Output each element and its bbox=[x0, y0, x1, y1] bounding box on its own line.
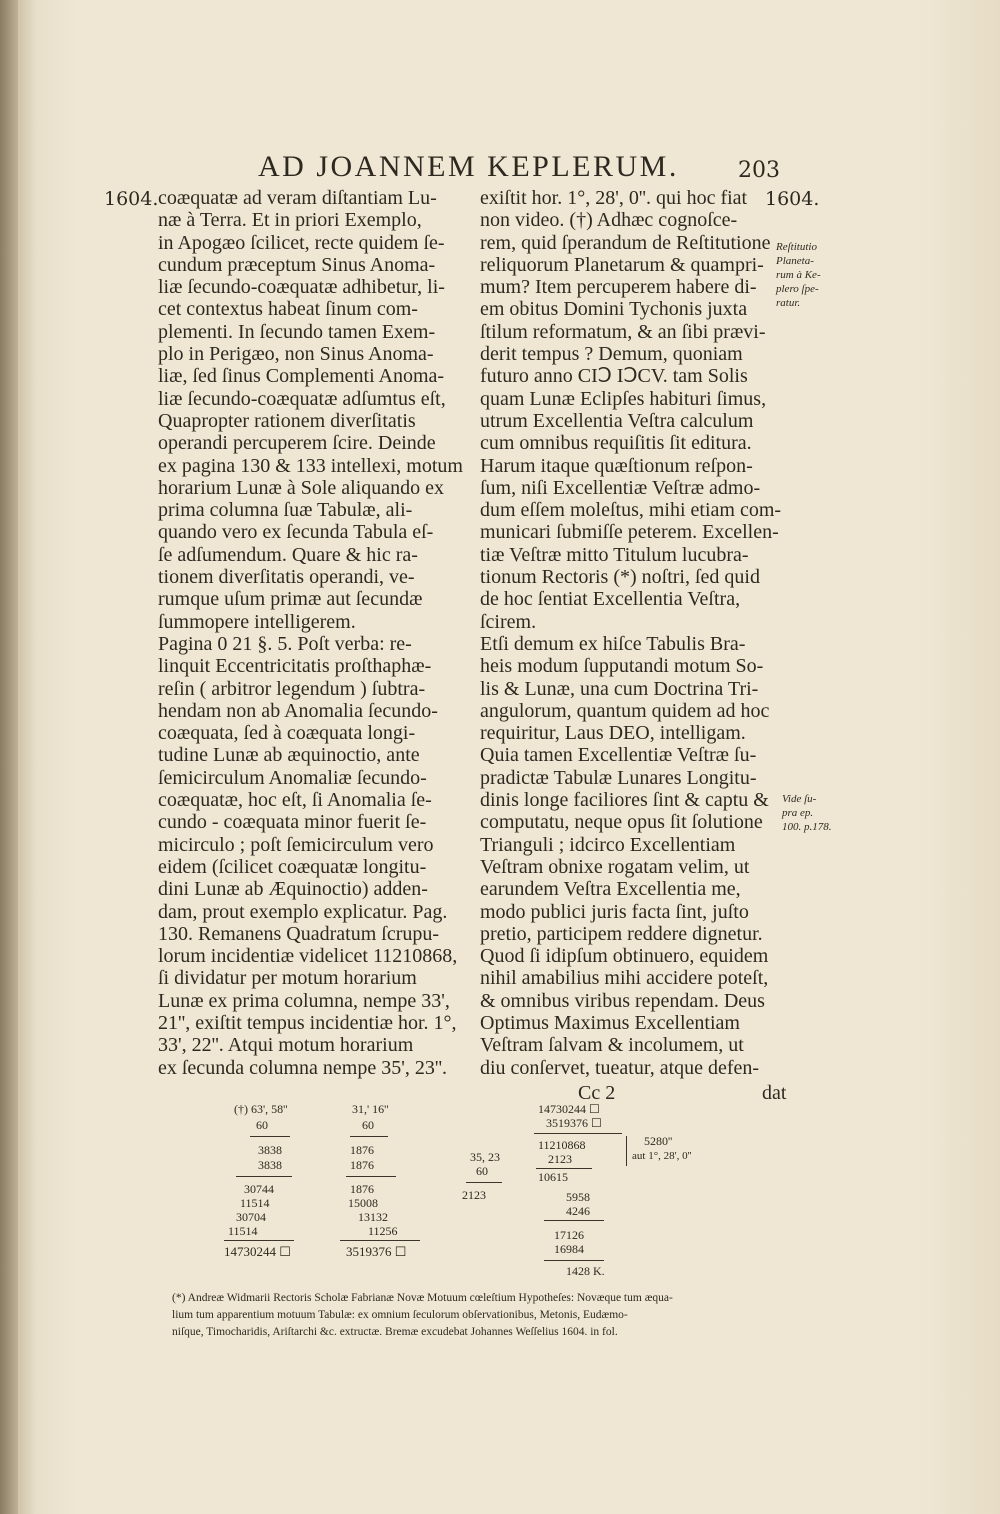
right-column bbox=[480, 187, 780, 1079]
calc4-bracket bbox=[626, 1136, 627, 1166]
text-line: liæ ſecundo-coæquatæ adſumtus eſt, bbox=[158, 387, 446, 410]
calc4-result: 1428 K. bbox=[566, 1264, 605, 1278]
text-line: ſcirem. bbox=[480, 610, 537, 633]
calc3-divisor: 60 bbox=[476, 1164, 488, 1178]
text-line: operandi percuperem ſcire. Deinde bbox=[158, 432, 436, 455]
margin-note-line: Vide ſu- bbox=[782, 793, 817, 805]
text-line: exiſtit hor. 1°, 28', 0''. qui hoc fiat bbox=[480, 187, 748, 209]
text-line: Veſtram obnixe rogatam velim, ut bbox=[480, 855, 750, 878]
calc4-rule bbox=[544, 1220, 604, 1221]
calc2-divisor: 60 bbox=[362, 1118, 374, 1132]
margin-note-restitutio bbox=[776, 240, 821, 310]
signature-mark: Cc 2 bbox=[578, 1082, 616, 1104]
catchword: dat bbox=[762, 1082, 787, 1104]
text-line: quando vero ex ſecunda Tabula eſ- bbox=[158, 521, 434, 544]
text-line: Quod ſi idipſum obtinuero, equidem bbox=[480, 945, 769, 968]
text-line: tionem diverſitatis operandi, ve- bbox=[158, 566, 415, 589]
calc1-row: 11514 bbox=[240, 1196, 270, 1210]
text-line: diu conſervet, tueatur, atque defen- bbox=[480, 1056, 760, 1079]
text-line: ſtilum reformatum, & an ſibi prævi- bbox=[480, 320, 766, 343]
calc4-bracket-bottom: aut 1°, 28', 0'' bbox=[632, 1150, 692, 1162]
text-line: Trianguli ; idcirco Excellentiam bbox=[480, 833, 736, 856]
text-line: tionum Rectoris (*) noſtri, ſed quid bbox=[480, 566, 760, 589]
calc2-row: 1876 bbox=[350, 1182, 374, 1196]
calc2-row: 1876 bbox=[350, 1158, 374, 1172]
footnote-line: niſque, Timocharidis, Ariſtarchi &c. extructæ. Bremæ excudebat Johannes Weſſelius 1604. in fol. bbox=[172, 1326, 618, 1338]
calc1-rule bbox=[250, 1136, 290, 1137]
year-right: 1604. bbox=[765, 188, 820, 210]
text-line: Quia tamen Excellentiæ Veſtræ ſu- bbox=[480, 744, 757, 767]
text-line: eidem (ſcilicet coæquatæ longitu- bbox=[158, 855, 427, 878]
text-line: cum omnibus requiſitis ſit editura. bbox=[480, 432, 752, 455]
calc2-result: 3519376 ☐ bbox=[346, 1244, 407, 1259]
text-line: tiæ Veſtræ mitto Titulum lucubra- bbox=[480, 543, 749, 566]
margin-note-line: Planeta- bbox=[776, 255, 814, 267]
text-line: prima columna ſuæ Tabulæ, ali- bbox=[158, 499, 413, 522]
calc2-head: 31,' 16'' bbox=[352, 1102, 389, 1116]
text-line: næ à Terra. Et in priori Exemplo, bbox=[158, 209, 422, 232]
text-line: earundem Veſtra Excellentia me, bbox=[480, 878, 741, 901]
margin-note-line: Reſtitutio bbox=[776, 241, 817, 253]
calc4-row: 11210868 bbox=[538, 1138, 586, 1152]
text-line: 130. Remanens Quadratum ſcrupu- bbox=[158, 922, 440, 945]
running-header: AD JOANNEM KEPLERUM. bbox=[258, 150, 679, 183]
text-line: coæquata, ſed à coæquata longi- bbox=[158, 722, 416, 745]
text-line: municari ſubmiſſe peterem. Excellen- bbox=[480, 521, 779, 544]
calc4-bracket-top: 5280'' bbox=[644, 1134, 673, 1148]
text-line: & omnibus viribus rependam. Deus bbox=[480, 989, 765, 1012]
text-line: mum? Item percuperem habere di- bbox=[480, 276, 757, 299]
text-line: de hoc ſentiat Excellentia Veſtra, bbox=[480, 588, 741, 611]
text-line: futuro anno CIↃ IↃCV. tam Solis bbox=[480, 365, 748, 388]
text-line: lorum incidentiæ videlicet 11210868, bbox=[158, 945, 458, 968]
text-line: ex ſecunda columna nempe 35', 23''. bbox=[158, 1056, 448, 1079]
text-line: dini Lunæ ab Æquinoctio) adden- bbox=[158, 878, 428, 901]
text-line: liæ, ſed ſinus Complementi Anoma- bbox=[158, 365, 445, 388]
calc4-row: 14730244 ☐ bbox=[538, 1102, 600, 1116]
text-line: plementi. In ſecundo tamen Exem- bbox=[158, 320, 436, 343]
calc4-rule bbox=[536, 1168, 592, 1169]
calc1-result: 14730244 ☐ bbox=[224, 1244, 291, 1259]
text-line: heis modum ſupputandi motum So- bbox=[480, 655, 764, 678]
text-line: pretio, participem reddere dignetur. bbox=[480, 922, 763, 945]
calc4-row: 3519376 ☐ bbox=[546, 1116, 602, 1130]
calc1-row: 30704 bbox=[236, 1210, 266, 1224]
text-line: cundum præceptum Sinus Anoma- bbox=[158, 253, 436, 276]
calc4-rule bbox=[544, 1260, 604, 1261]
year-left: 1604. bbox=[104, 188, 159, 210]
text-line: utrum Excellentia Veſtra calculum bbox=[480, 409, 754, 432]
margin-note-vide bbox=[782, 792, 832, 834]
text-line: ſi dividatur per motum horarium bbox=[158, 967, 417, 990]
text-line: dam, prout exemplo explicatur. Pag. bbox=[158, 900, 448, 923]
calc1-rule bbox=[224, 1240, 294, 1241]
text-line: ſe adſumendum. Quare & hic ra- bbox=[158, 543, 418, 566]
calc1-head: (†) 63', 58'' bbox=[234, 1102, 288, 1116]
margin-note-line: ratur. bbox=[776, 297, 801, 309]
footnote-line: lium tum apparentium motuum Tabulæ: ex omnium ſeculorum obſervationibus, Metonis, Eudæmo- bbox=[172, 1309, 628, 1321]
text-line: linquit Eccentricitatis proſthaphæ- bbox=[158, 655, 432, 678]
calc2-rule bbox=[340, 1240, 420, 1241]
text-line: hendam non ab Anomalia ſecundo- bbox=[158, 699, 438, 722]
calc4-row: 4246 bbox=[566, 1204, 590, 1218]
calc1-divisor: 60 bbox=[256, 1118, 268, 1132]
book-gutter bbox=[0, 0, 18, 1514]
page-number: 203 bbox=[738, 158, 780, 183]
text-line: requiritur, Laus DEO, intelligam. bbox=[480, 722, 746, 745]
text-line: tudine Lunæ ab æquinoctio, ante bbox=[158, 744, 420, 767]
text-line: Veſtram ſalvam & incolumem, ut bbox=[480, 1034, 744, 1057]
text-line: nihil amabilius mihi accidere poteſt, bbox=[480, 967, 769, 990]
text-line: horarium Lunæ à Sole aliquando ex bbox=[158, 476, 445, 499]
text-line: Etſi demum ex hiſce Tabulis Bra- bbox=[480, 632, 746, 655]
text-line: ex pagina 130 & 133 intellexi, motum bbox=[158, 454, 463, 477]
text-line: Optimus Maximus Excellentiam bbox=[480, 1011, 740, 1034]
calc1-row: 30744 bbox=[244, 1182, 274, 1196]
calc2-rule bbox=[346, 1176, 396, 1177]
text-line: angulorum, quantum quidem ad hoc bbox=[480, 699, 770, 722]
text-line: dinis longe faciliores ſint & captu & bbox=[480, 789, 769, 812]
calc2-row: 13132 bbox=[358, 1210, 388, 1224]
calc2-row: 1876 bbox=[350, 1143, 374, 1157]
text-line: Quapropter rationem diverſitatis bbox=[158, 409, 416, 432]
text-line: Lunæ ex prima columna, nempe 33', bbox=[158, 989, 450, 1012]
text-line: ſummopere intelligerem. bbox=[158, 610, 356, 633]
text-line: lis & Lunæ, una cum Doctrina Tri- bbox=[480, 677, 759, 700]
text-line: micirculo ; poſt ſemicirculum vero bbox=[158, 833, 434, 856]
text-line: reliquorum Planetarum & quampri- bbox=[480, 253, 764, 276]
calc3-value: 2123 bbox=[462, 1188, 486, 1202]
calc3-head: 35, 23 bbox=[470, 1150, 500, 1164]
text-line: in Apogæo ſcilicet, recte quidem ſe- bbox=[158, 231, 445, 254]
text-line: ſum, niſi Excellentiæ Veſtræ admo- bbox=[480, 476, 761, 499]
footnote bbox=[172, 1290, 812, 1341]
text-line: cundo - coæquata minor fuerit ſe- bbox=[158, 811, 427, 834]
calc2-rule bbox=[350, 1136, 388, 1137]
text-line: ſemicirculum Anomaliæ ſecundo- bbox=[158, 766, 427, 789]
text-line: coæquatæ ad veram diſtantiam Lu- bbox=[158, 187, 437, 209]
text-line: computatu, neque opus ſit ſolutione bbox=[480, 811, 763, 834]
text-line: non video. (†) Adhæc cognoſce- bbox=[480, 209, 738, 232]
calc4-row: 5958 bbox=[566, 1190, 590, 1204]
text-line: cet contextus habeat ſinum com- bbox=[158, 298, 418, 321]
text-line: em obitus Domini Tychonis juxta bbox=[480, 298, 748, 321]
text-line: Pagina 0 21 §. 5. Poſt verba: re- bbox=[158, 632, 412, 655]
calc4-row: 10615 bbox=[538, 1170, 568, 1184]
text-line: Harum itaque quæſtionum reſpon- bbox=[480, 454, 753, 477]
calc1-row: 3838 bbox=[258, 1158, 282, 1172]
text-line: coæquatæ, hoc eſt, ſi Anomalia ſe- bbox=[158, 789, 432, 812]
text-line: 33', 22''. Atqui motum horarium bbox=[158, 1034, 414, 1057]
calc3-rule bbox=[466, 1182, 502, 1183]
margin-note-line: 100. p.178. bbox=[782, 821, 832, 833]
text-line: reſin ( arbitror legendum ) ſubtra- bbox=[158, 677, 426, 700]
text-line: rumque uſum primæ aut ſecundæ bbox=[158, 588, 423, 611]
calc4-row: 16984 bbox=[554, 1242, 584, 1256]
margin-note-line: pra ep. bbox=[782, 807, 814, 819]
text-line: derit tempus ? Demum, quoniam bbox=[480, 343, 743, 366]
margin-note-line: plero ſpe- bbox=[776, 283, 819, 295]
margin-note-line: rum à Ke- bbox=[776, 269, 821, 281]
calc4-row: 17126 bbox=[554, 1228, 584, 1242]
text-line: rem, quid ſperandum de Reſtitutione bbox=[480, 231, 771, 254]
text-line: 21'', exiſtit tempus incidentiæ hor. 1°, bbox=[158, 1011, 457, 1034]
calc4-rule bbox=[534, 1133, 622, 1134]
text-line: pradictæ Tabulæ Lunares Longitu- bbox=[480, 766, 757, 789]
text-line: quam Lunæ Eclipſes habituri ſimus, bbox=[480, 387, 767, 410]
calc1-rule bbox=[236, 1176, 292, 1177]
text-line: plo in Perigæo, non Sinus Anoma- bbox=[158, 343, 434, 366]
calc2-row: 15008 bbox=[348, 1196, 378, 1210]
calc1-row: 11514 bbox=[228, 1224, 258, 1238]
text-line: dum eſſem moleſtus, mihi etiam com- bbox=[480, 499, 782, 522]
footnote-line: (*) Andreæ Widmarii Rectoris Scholæ Fabrianæ Novæ Motuum cœleſtium Hypotheſes: Novæque tum æqua- bbox=[172, 1292, 673, 1304]
text-line: liæ ſecundo-coæquatæ adhibetur, li- bbox=[158, 276, 445, 299]
text-line: modo publici juris facta ſint, juſto bbox=[480, 900, 749, 923]
calc1-row: 3838 bbox=[258, 1143, 282, 1157]
calc4-row: 2123 bbox=[548, 1152, 572, 1166]
calc2-row: 11256 bbox=[368, 1224, 398, 1238]
left-column bbox=[158, 187, 463, 1079]
